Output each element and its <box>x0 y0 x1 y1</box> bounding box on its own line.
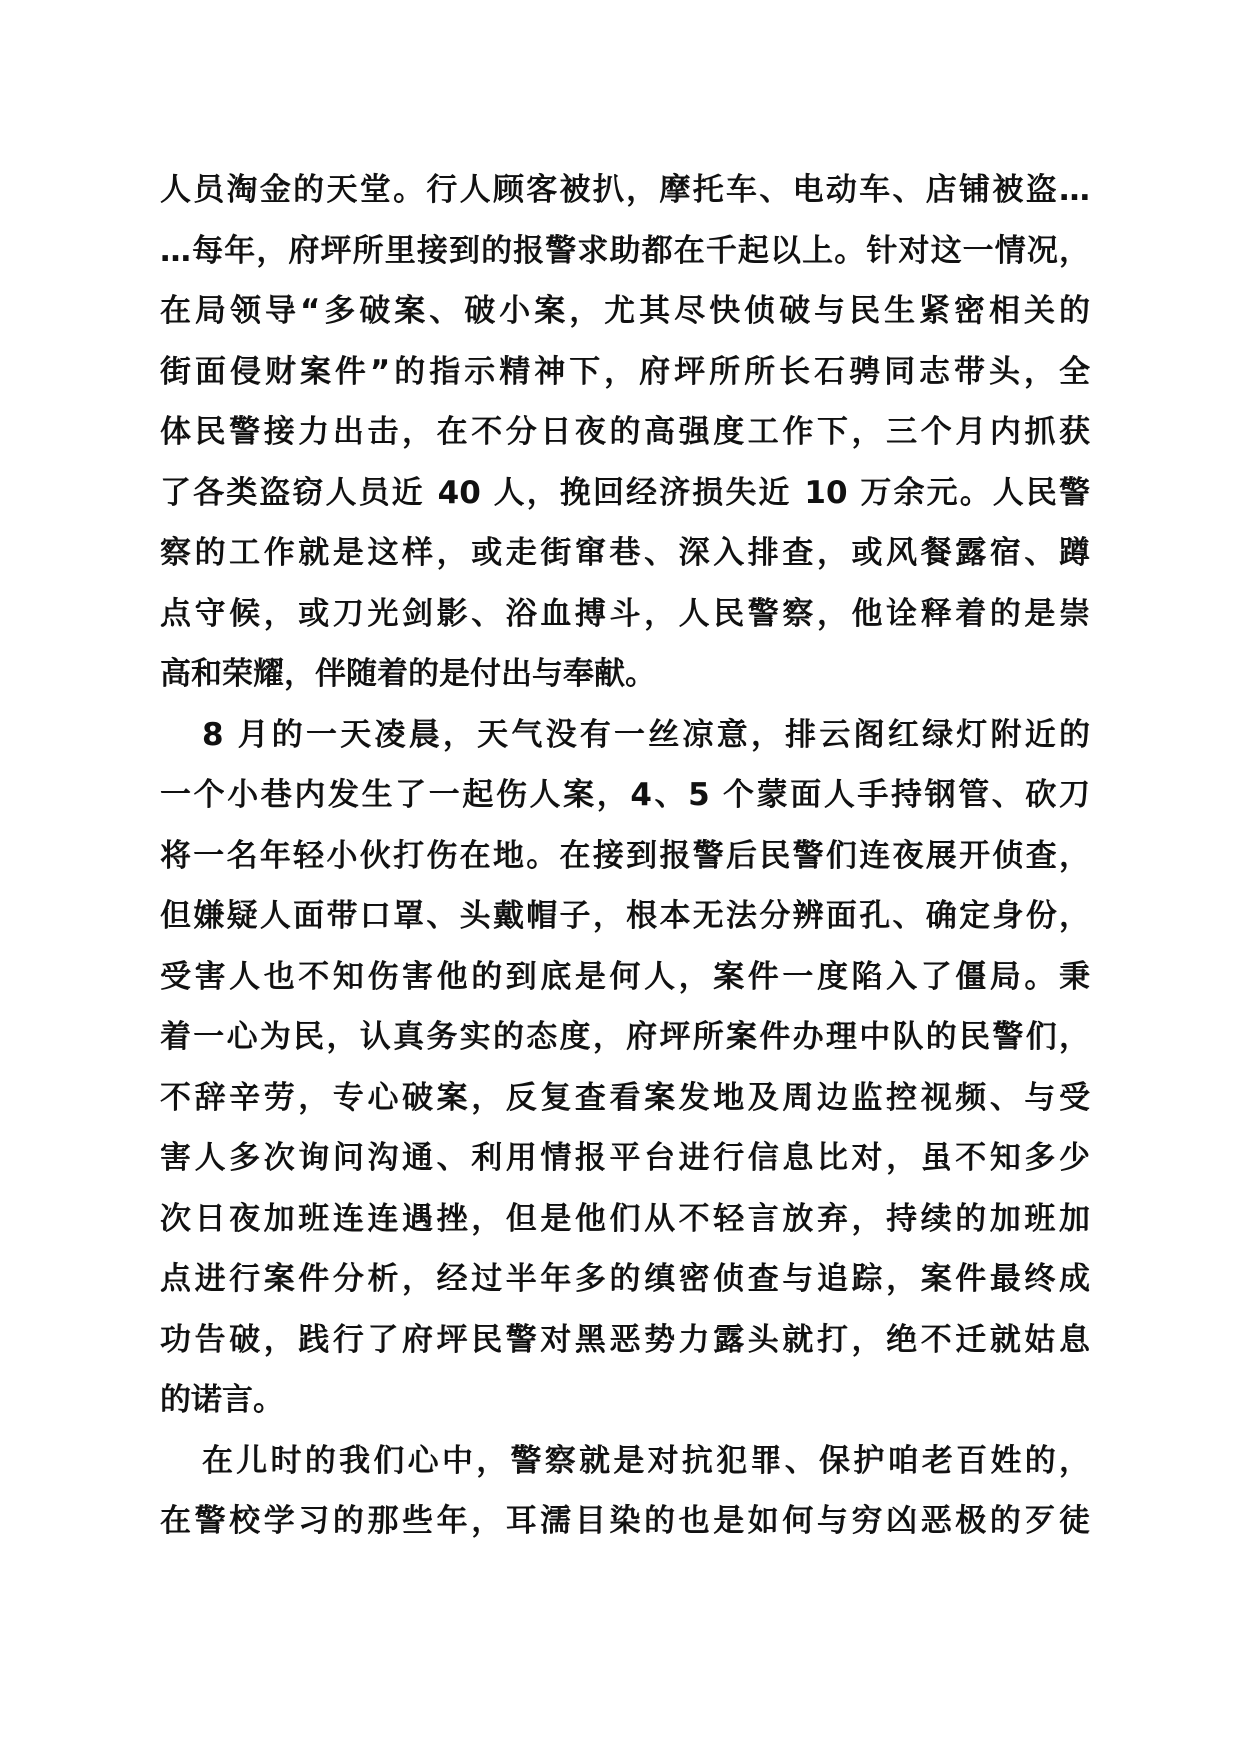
paragraph-line: 害人多次询问沟通、利用情报平台进行信息比对，虽不知多少 <box>160 1140 1090 1176</box>
paragraph-line: 街面侵财案件”的指示精神下，府坪所所长石骋同志带头，全 <box>160 353 1090 390</box>
paragraph-2 <box>160 705 1090 1431</box>
document-body <box>160 160 1090 1552</box>
paragraph-line: 受害人也不知伤害他的到底是何人，案件一度陷入了僵局。秉 <box>160 958 1090 995</box>
paragraph-line: 了各类盗窃人员近 40 人，挽回经济损失近 10 万余元。人民警 <box>160 474 1090 511</box>
paragraph-line: 不辞辛劳，专心破案，反复查看案发地及周边监控视频、与受 <box>160 1079 1090 1116</box>
paragraph-line: 在警校学习的那些年，耳濡目染的也是如何与穷凶恶极的歹徒 <box>160 1503 1090 1539</box>
paragraph-1 <box>160 160 1090 705</box>
paragraph-line: 在局领导“多破案、破小案，尤其尽快侦破与民生紧密相关的 <box>160 293 1090 329</box>
paragraph-line: 将一名年轻小伙打伤在地。在接到报警后民警们连夜展开侦查， <box>160 837 1090 874</box>
paragraph-line: 的诺言。 <box>160 1382 284 1418</box>
paragraph-line: 在儿时的我们心中，警察就是对抗犯罪、保护咱老百姓的， <box>202 1442 1090 1479</box>
paragraph-3 <box>160 1431 1090 1552</box>
paragraph-line: 点守候，或刀光剑影、浴血搏斗，人民警察，他诠释着的是崇 <box>160 595 1090 632</box>
paragraph-line: 功告破，践行了府坪民警对黑恶势力露头就打，绝不迁就姑息 <box>160 1321 1090 1358</box>
paragraph-line: 一个小巷内发生了一起伤人案，4、5 个蒙面人手持钢管、砍刀 <box>160 777 1090 813</box>
paragraph-line: 8 月的一天凌晨，天气没有一丝凉意，排云阁红绿灯附近的 <box>202 716 1090 753</box>
paragraph-line: 次日夜加班连连遇挫，但是他们从不轻言放弃，持续的加班加 <box>160 1200 1090 1237</box>
paragraph-line: 但嫌疑人面带口罩、头戴帽子，根本无法分辨面孔、确定身份， <box>160 898 1090 934</box>
paragraph-line: 高和荣耀，伴随着的是付出与奉献。 <box>160 656 656 692</box>
paragraph-line: 人员淘金的天堂。行人顾客被扒，摩托车、电动车、店铺被盗… <box>160 172 1090 208</box>
paragraph-line: 着一心为民，认真务实的态度，府坪所案件办理中队的民警们， <box>160 1019 1090 1055</box>
paragraph-line: 察的工作就是这样，或走街窜巷、深入排查，或风餐露宿、蹲 <box>160 535 1090 571</box>
paragraph-line: …每年，府坪所里接到的报警求助都在千起以上。针对这一情况， <box>160 232 1090 269</box>
paragraph-line: 体民警接力出击，在不分日夜的高强度工作下，三个月内抓获 <box>160 414 1090 450</box>
paragraph-line: 点进行案件分析，经过半年多的缜密侦查与追踪，案件最终成 <box>160 1261 1090 1297</box>
